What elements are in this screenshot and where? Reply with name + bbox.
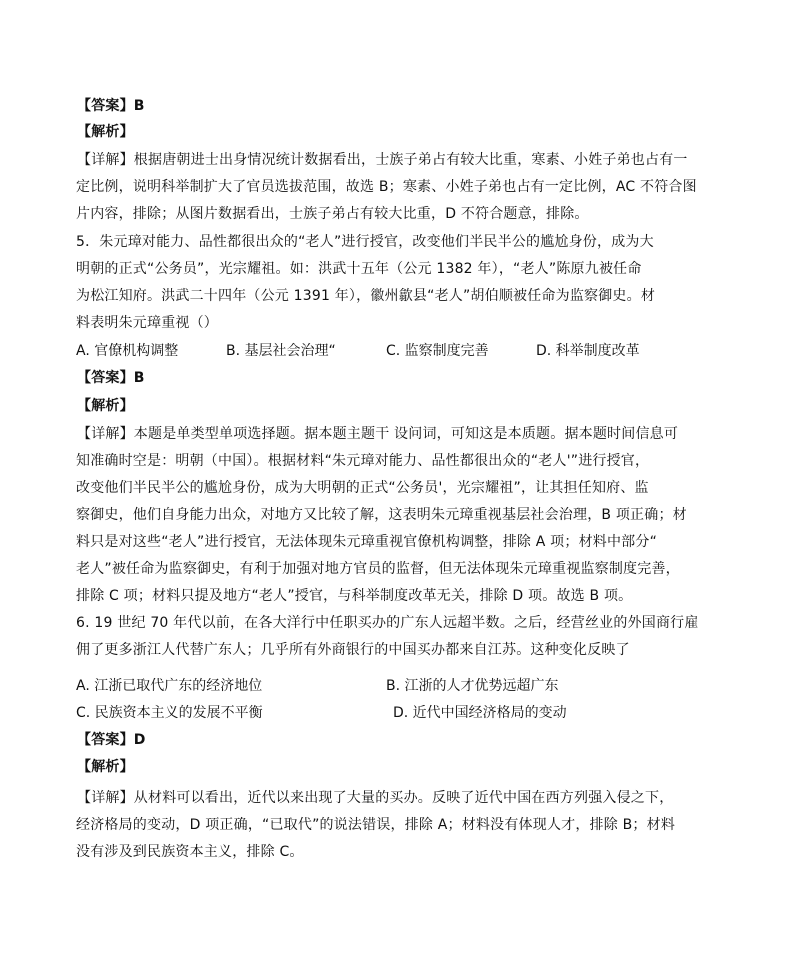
q6-option-d: D. 近代中国经济格局的变动 bbox=[393, 705, 567, 721]
q5-detail-line: 改变他们半民半公的尴尬身份，成为大明朝的正式“公务员'，光宗耀祖”，让其担任知府、监 bbox=[76, 480, 649, 496]
q4-analysis-label: 【解析】 bbox=[77, 124, 134, 140]
q6-detail-line: 经济格局的变动，D 项正确，“已取代”的说法错误，排除 A；材料没有体现人才，排除 B；材料 bbox=[76, 817, 676, 833]
q5-detail-line: 排除 C 项；材料只提及地方“老人”授官，与科举制度改革无关，排除 D 项。故选 B 项。 bbox=[76, 588, 633, 604]
q6-answer: 【答案】D bbox=[77, 732, 146, 748]
q5-detail-line: 老人”被任命为监察御史，有利于加强对地方官员的监督，但无法体现朱元璋重视监察制度完善， bbox=[76, 561, 680, 577]
q4-detail-line: 片内容，排除；从图片数据看出，士族子弟占有较大比重，D 不符合题意，排除。 bbox=[76, 206, 589, 222]
q6-option-c: C. 民族资本主义的发展不平衡 bbox=[76, 705, 263, 721]
q5-option-a: A. 官僚机构调整 bbox=[76, 343, 179, 359]
q4-detail-line: 定比例，说明科举制扩大了官员选拔范围，故选 B；寒素、小姓子弟也占有一定比例，AC 不符合图 bbox=[76, 179, 697, 195]
q6-analysis-label: 【解析】 bbox=[77, 759, 134, 775]
q5-answer: 【答案】B bbox=[77, 370, 145, 386]
q5-stem-line: 为松江知府。洪武二十四年（公元 1391 年），徽州歙县“老人”胡伯顺被任命为监察御史。材 bbox=[76, 288, 656, 304]
q5-detail-line: 知准确时空是：明朝（中国）。根据材料“朱元璋对能力、品性都很出众的“老人'”进行授官， bbox=[76, 453, 650, 469]
q5-detail-line: 察御史，他们自身能力出众，对地方又比较了解，这表明朱元璋重视基层社会治理，B 项正确；材 bbox=[76, 507, 687, 523]
q5-stem-line: 料表明朱元璋重视（） bbox=[76, 315, 218, 331]
q5-option-c: C. 监察制度完善 bbox=[386, 343, 489, 359]
q5-stem-line: 明朝的正式“公务员”，光宗耀祖。如：洪武十五年（公元 1382 年），“老人”陈原九被任命 bbox=[76, 261, 642, 277]
q6-option-b: B. 江浙的人才优势远超广东 bbox=[386, 678, 559, 694]
q5-detail-line: 料只是对这些“老人”进行授官，无法体现朱元璋重视官僚机构调整，排除 A 项；材料中部分“ bbox=[76, 534, 658, 550]
q5-stem-line: 5．朱元璋对能力、品性都很出众的“老人”进行授官，改变他们半民半公的尴尬身份，成为大 bbox=[76, 234, 654, 250]
q4-detail-line: 【详解】根据唐朝进士出身情况统计数据看出，士族子弟占有较大比重，寒素、小姓子弟也占有一 bbox=[77, 152, 688, 168]
q5-detail-line: 【详解】本题是单类型单项选择题。据本题主题干 设问词，可知这是本质题。据本题时间信息可 bbox=[77, 426, 679, 442]
q5-analysis-label: 【解析】 bbox=[77, 398, 134, 414]
q5-option-b: B. 基层社会治理“ bbox=[226, 343, 336, 359]
q6-option-a: A. 江浙已取代广东的经济地位 bbox=[76, 678, 263, 694]
q4-answer: 【答案】B bbox=[77, 98, 145, 114]
q6-detail-line: 【详解】从材料可以看出，近代以来出现了大量的买办。反映了近代中国在西方列强入侵之下， bbox=[77, 790, 674, 806]
q6-detail-line: 没有涉及到民族资本主义，排除 C。 bbox=[76, 844, 304, 860]
q5-option-d: D. 科举制度改革 bbox=[536, 343, 640, 359]
q6-stem-line: 佣了更多浙江人代替广东人；几乎所有外商银行的中国买办都来自江苏。这种变化反映了 bbox=[76, 642, 630, 658]
q6-stem-line: 6. 19 世纪 70 年代以前，在各大洋行中任职买办的广东人远超半数。之后，经营丝业的外国商行雇 bbox=[76, 615, 699, 631]
